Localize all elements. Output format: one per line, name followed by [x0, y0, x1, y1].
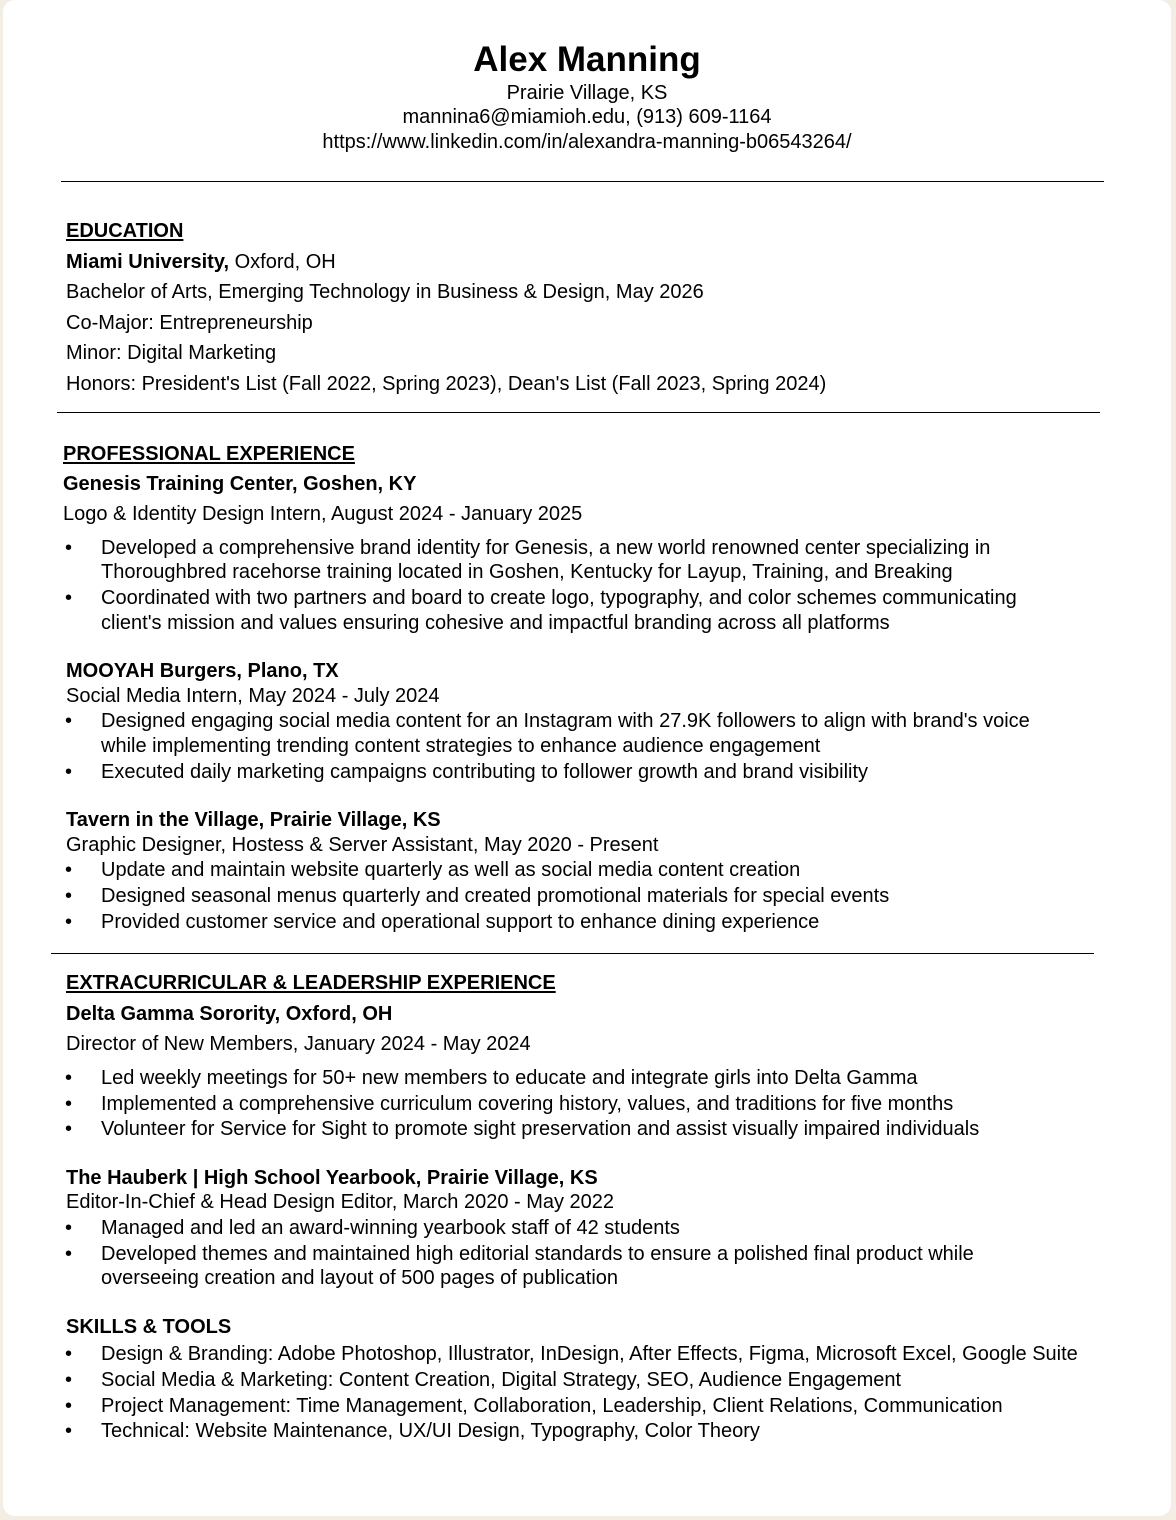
bullet-text: Designed engaging social media content for an Instagram with 27.9K followers to align with brand's voice [101, 710, 1030, 732]
job-role: Logo & Identity Design Intern, August 2024 - January 2025 [63, 503, 583, 525]
bullet: • [65, 1217, 73, 1239]
bullet-text: Coordinated with two partners and board to create logo, typography, and color schemes communicating [101, 587, 1017, 609]
bullet: • [65, 885, 73, 907]
bullet: • [65, 911, 73, 933]
education-comajor: Co-Major: Entrepreneurship [66, 312, 313, 334]
bullet: • [65, 710, 73, 732]
bullet-text: Update and maintain website quarterly as well as social media content creation [101, 859, 801, 881]
bullet-text: Volunteer for Service for Sight to promote sight preservation and assist visually impaired individuals [101, 1118, 980, 1140]
bullet: • [65, 1093, 73, 1115]
resume-page [3, 0, 1171, 1516]
job-org: Tavern in the Village, Prairie Village, KS [66, 809, 441, 831]
header-location: Prairie Village, KS [506, 82, 668, 104]
school-name: Miami University, [66, 251, 230, 273]
job-org: The Hauberk | High School Yearbook, Prairie Village, KS [66, 1167, 598, 1189]
bullet: • [65, 1369, 73, 1391]
skill-item: Project Management: Time Management, Collaboration, Leadership, Client Relations, Communication [101, 1395, 1003, 1417]
bullet-text: Executed daily marketing campaigns contributing to follower growth and brand visibility [101, 761, 869, 783]
job-role: Editor-In-Chief & Head Design Editor, March 2020 - May 2022 [66, 1191, 615, 1213]
bullet-text: Thoroughbred racehorse training located in Goshen, Kentucky for Layup, Training, and Breaking [101, 561, 953, 583]
job-role: Graphic Designer, Hostess & Server Assistant, May 2020 - Present [66, 834, 659, 856]
job-org: Genesis Training Center, Goshen, KY [63, 473, 417, 495]
bullet-text: Led weekly meetings for 50+ new members to educate and integrate girls into Delta Gamma [101, 1067, 918, 1089]
bullet-text: client's mission and values ensuring cohesive and impactful branding across all platforms [101, 612, 890, 634]
section-heading-education: EDUCATION [66, 220, 184, 242]
bullet: • [65, 1118, 73, 1140]
skill-item: Technical: Website Maintenance, UX/UI Design, Typography, Color Theory [101, 1420, 760, 1442]
bullet-text: while implementing trending content strategies to enhance audience engagement [101, 735, 821, 757]
section-heading-professional: PROFESSIONAL EXPERIENCE [63, 443, 355, 465]
bullet-text: overseeing creation and layout of 500 pages of publication [101, 1267, 619, 1289]
header-linkedin: https://www.linkedin.com/in/alexandra-manning-b06543264/ [322, 131, 852, 153]
education-degree: Bachelor of Arts, Emerging Technology in Business & Design, May 2026 [66, 281, 704, 303]
skill-item: Design & Branding: Adobe Photoshop, Illustrator, InDesign, After Effects, Figma, Microsoft Excel, Google Suite [101, 1343, 1078, 1365]
education-school [66, 251, 336, 274]
bullet-text: Designed seasonal menus quarterly and created promotional materials for special events [101, 885, 890, 907]
school-location: Oxford, OH [229, 251, 336, 273]
job-role: Director of New Members, January 2024 - May 2024 [66, 1033, 531, 1055]
bullet-text: Provided customer service and operational support to enhance dining experience [101, 911, 820, 933]
divider [57, 412, 1100, 413]
bullet: • [65, 1343, 73, 1365]
divider [61, 181, 1104, 182]
section-heading-skills: SKILLS & TOOLS [66, 1316, 232, 1338]
bullet-text: Managed and led an award-winning yearbook staff of 42 students [101, 1217, 680, 1239]
bullet-text: Developed a comprehensive brand identity for Genesis, a new world renowned center specializing in [101, 537, 991, 559]
divider [51, 953, 1094, 954]
job-org: Delta Gamma Sorority, Oxford, OH [66, 1003, 393, 1025]
bullet-text: Implemented a comprehensive curriculum covering history, values, and traditions for five months [101, 1093, 954, 1115]
bullet-text: Developed themes and maintained high editorial standards to ensure a polished final product while [101, 1243, 974, 1265]
bullet: • [65, 1420, 73, 1442]
bullet: • [65, 1395, 73, 1417]
skill-item: Social Media & Marketing: Content Creation, Digital Strategy, SEO, Audience Engagement [101, 1369, 902, 1391]
job-role: Social Media Intern, May 2024 - July 2024 [66, 685, 440, 707]
bullet: • [65, 1067, 73, 1089]
bullet: • [65, 1243, 73, 1265]
education-minor: Minor: Digital Marketing [66, 342, 277, 364]
job-org: MOOYAH Burgers, Plano, TX [66, 660, 339, 682]
bullet: • [65, 537, 73, 559]
bullet: • [65, 859, 73, 881]
resume-name: Alex Manning [473, 40, 701, 79]
section-heading-extracurricular: EXTRACURRICULAR & LEADERSHIP EXPERIENCE [66, 972, 556, 994]
header-contact: mannina6@miamioh.edu, (913) 609-1164 [402, 106, 772, 128]
bullet: • [65, 761, 73, 783]
education-honors: Honors: President's List (Fall 2022, Spring 2023), Dean's List (Fall 2023, Spring 2024) [66, 373, 827, 395]
bullet: • [65, 587, 73, 609]
